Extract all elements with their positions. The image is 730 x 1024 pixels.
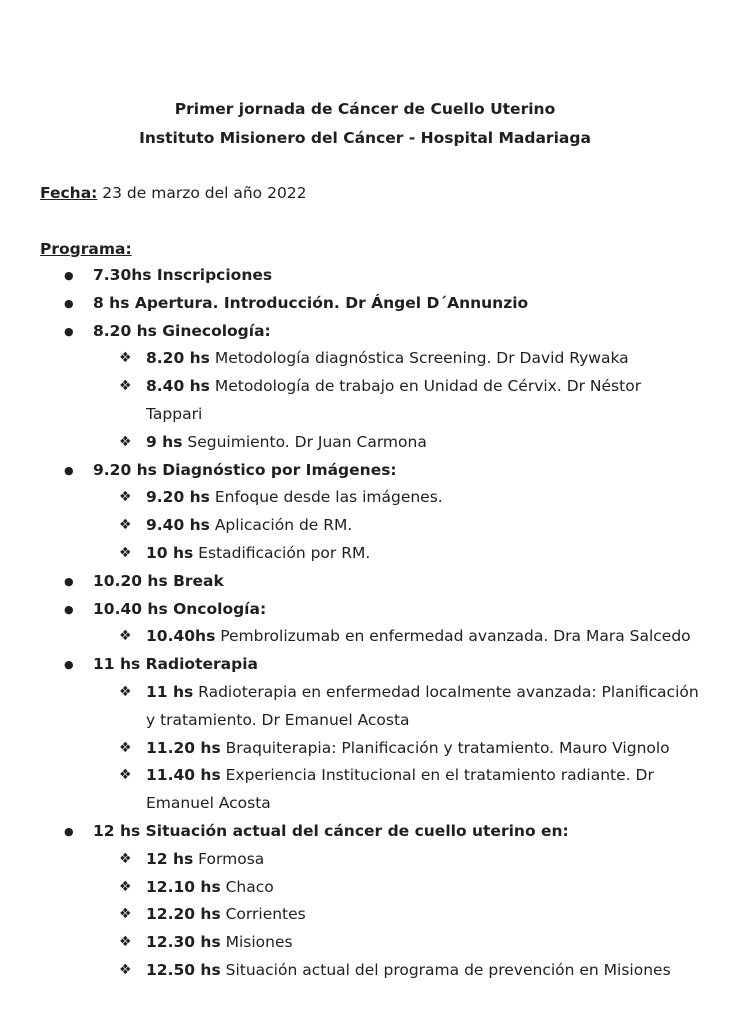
subitem-text: Experiencia Institucional en el tratamiento radiante. Dr [220, 766, 654, 785]
program-subitem [0, 846, 730, 874]
document-subtitle: Instituto Misionero del Cáncer - Hospital Madariaga [139, 129, 591, 147]
diamond-bullet-icon: ❖ [119, 628, 132, 645]
bullet-icon: ● [64, 296, 74, 310]
subitem-time: 11 hs [146, 682, 194, 701]
subitem-text: Enfoque desde las imágenes. [209, 488, 443, 507]
subitem-text: Seguimiento. Dr Juan Carmona [182, 432, 427, 451]
diamond-bullet-icon: ❖ [119, 544, 132, 561]
diamond-bullet-icon: ❖ [119, 517, 132, 534]
subitem-time: 9.20 hs [146, 488, 210, 507]
program-subitem [0, 874, 730, 902]
program-item [0, 568, 730, 596]
program-item [0, 818, 730, 846]
subitem-time: 12 hs [146, 849, 194, 868]
program-item-text: 10.40 hs Oncología: [93, 599, 267, 618]
program-item [0, 262, 730, 290]
program-item-text: 11 hs Radioterapia [93, 655, 258, 674]
diamond-bullet-icon: ❖ [119, 906, 132, 923]
subitem-time: 9 hs [146, 432, 183, 451]
program-item [0, 318, 730, 346]
subitem-text: Braquiterapia: Planificación y tratamiento. Mauro Vignolo [220, 738, 670, 757]
subitem-time: 11.40 hs [146, 766, 221, 785]
subitem-text: Formosa [193, 849, 265, 868]
subitem-time: 8.40 hs [146, 377, 210, 396]
subitem-time: 10 hs [146, 543, 194, 562]
subitem-text: Metodología de trabajo en Unidad de Cérvix. Dr Néstor [209, 377, 642, 396]
program-subitem [0, 429, 730, 457]
program-subitem [0, 735, 730, 763]
program-subitem [0, 484, 730, 512]
bullet-icon: ● [64, 574, 74, 588]
program-item [0, 290, 730, 318]
subitem-text-continued: y tratamiento. Dr Emanuel Acosta [146, 710, 410, 729]
program-item-text: 8.20 hs Ginecología: [93, 321, 271, 340]
date-value: 23 de marzo del año 2022 [97, 184, 307, 202]
subitem-text: Metodología diagnóstica Screening. Dr David Rywaka [209, 349, 629, 368]
program-item-text: 7.30hs Inscripciones [93, 266, 273, 284]
diamond-bullet-icon: ❖ [119, 683, 132, 700]
program-subitem [0, 540, 730, 568]
date-line [40, 184, 307, 202]
subitem-text: Pembrolizumab en enfermedad avanzada. Dra Mara Salcedo [215, 627, 691, 646]
program-subitem [0, 373, 730, 401]
subitem-time: 12.10 hs [146, 877, 221, 896]
program-subitem [0, 679, 730, 707]
subitem-text: Aplicación de RM. [209, 516, 353, 535]
program-subitem [0, 512, 730, 540]
diamond-bullet-icon: ❖ [119, 378, 132, 395]
program-item-text: 9.20 hs Diagnóstico por Imágenes: [93, 460, 397, 479]
bullet-icon: ● [64, 658, 74, 672]
diamond-bullet-icon: ❖ [119, 433, 132, 450]
subitem-time: 12.30 hs [146, 933, 221, 952]
subitem-text: Situación actual del programa de prevención en Misiones [220, 960, 671, 979]
date-label: Fecha: [40, 184, 98, 202]
subitem-time: 9.40 hs [146, 516, 210, 535]
program-subitem [0, 957, 730, 985]
diamond-bullet-icon: ❖ [119, 961, 132, 978]
diamond-bullet-icon: ❖ [119, 350, 132, 367]
program-subitem [0, 345, 730, 373]
program-list [0, 262, 730, 985]
document-title: Primer jornada de Cáncer de Cuello Uterino [174, 100, 556, 118]
program-item-text: 12 hs Situación actual del cáncer de cuello uterino en: [93, 821, 569, 840]
program-subitem [0, 929, 730, 957]
subitem-time: 12.50 hs [146, 960, 221, 979]
subitem-time: 8.20 hs [146, 349, 210, 368]
subitem-text: Misiones [220, 933, 293, 952]
program-subitem [0, 623, 730, 651]
program-subitem-continuation [0, 790, 730, 818]
diamond-bullet-icon: ❖ [119, 934, 132, 951]
program-subitem [0, 762, 730, 790]
subitem-text: Estadificación por RM. [193, 543, 371, 562]
diamond-bullet-icon: ❖ [119, 489, 132, 506]
subitem-text-continued: Emanuel Acosta [146, 794, 271, 813]
bullet-icon: ● [64, 824, 74, 838]
bullet-icon: ● [64, 463, 74, 477]
bullet-icon: ● [64, 324, 74, 338]
bullet-icon: ● [64, 602, 74, 616]
program-subitem-continuation [0, 401, 730, 429]
program-subitem [0, 901, 730, 929]
diamond-bullet-icon: ❖ [119, 767, 132, 784]
subitem-text-continued: Tappari [146, 404, 203, 423]
subitem-time: 12.20 hs [146, 905, 221, 924]
diamond-bullet-icon: ❖ [119, 850, 132, 867]
program-subitem-continuation [0, 707, 730, 735]
subitem-text: Chaco [220, 877, 274, 896]
program-item-text: 8 hs Apertura. Introducción. Dr Ángel D´Annunzio [93, 293, 529, 312]
program-item-text: 10.20 hs Break [93, 571, 224, 590]
program-item [0, 651, 730, 679]
subitem-time: 11.20 hs [146, 738, 221, 757]
diamond-bullet-icon: ❖ [119, 739, 132, 756]
program-item [0, 596, 730, 624]
subitem-text: Corrientes [220, 905, 306, 924]
subitem-time: 10.40hs [146, 627, 216, 646]
program-heading: Programa: [40, 240, 132, 258]
program-item [0, 457, 730, 485]
bullet-icon: ● [64, 269, 74, 282]
diamond-bullet-icon: ❖ [119, 878, 132, 895]
subitem-text: Radioterapia en enfermedad localmente avanzada: Planificación [193, 682, 699, 701]
